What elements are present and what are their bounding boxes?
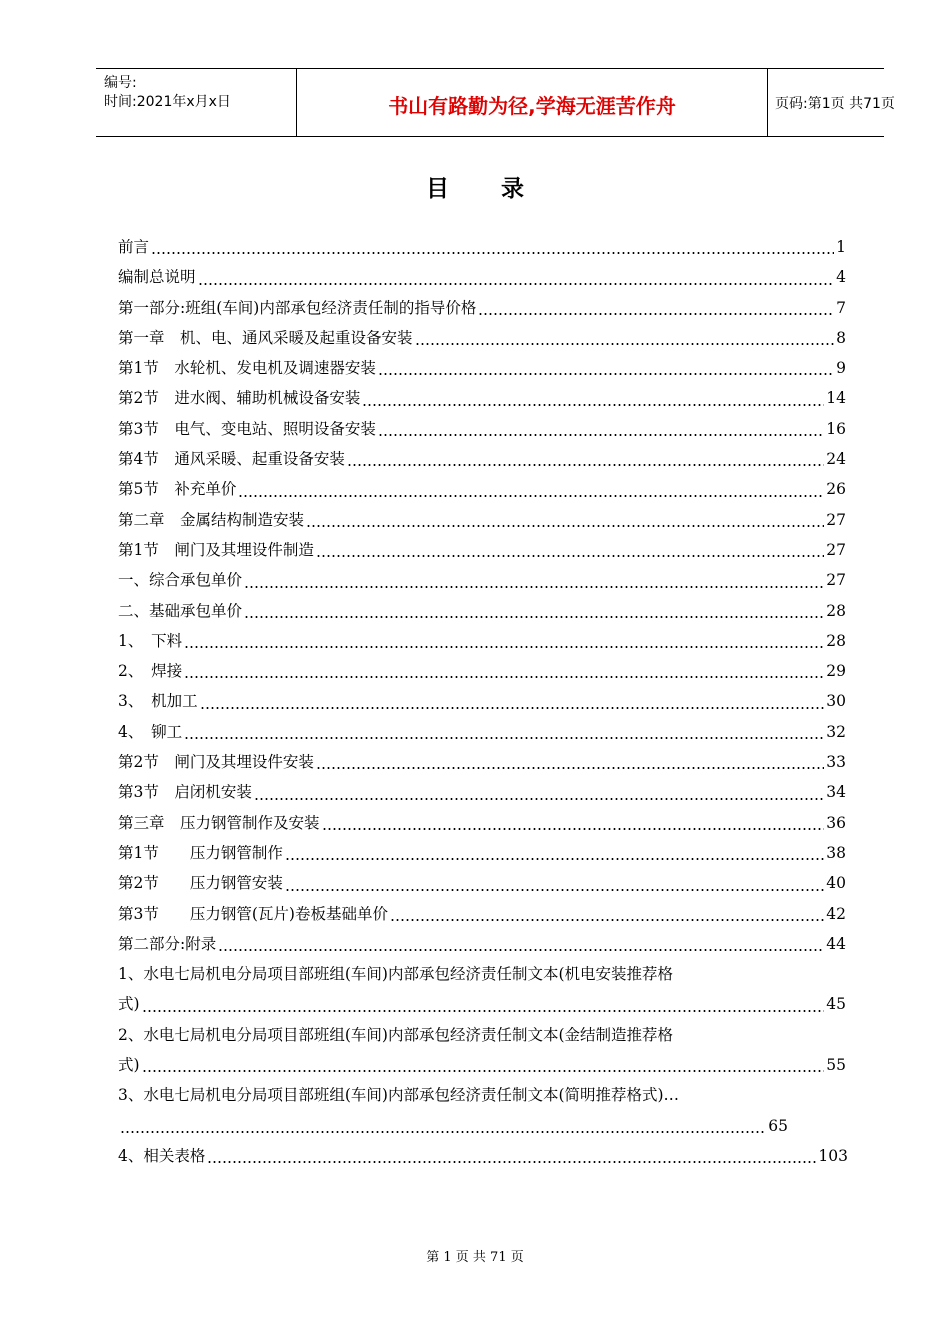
toc-entry-title: 式): [118, 1056, 140, 1075]
toc-entry-title: 2、 焊接: [118, 662, 183, 681]
toc-entry[interactable]: [118, 899, 858, 929]
toc-leader-dots: [200, 707, 825, 709]
toc-entry-title: 第3节 启闭机安装: [118, 783, 252, 802]
toc-entry[interactable]: [118, 262, 858, 292]
toc-entry-title: 第5节 补充单价: [118, 480, 237, 499]
toc-entry-title: 3、 机加工: [118, 692, 198, 711]
toc-leader-dots: [316, 767, 824, 769]
toc-entry[interactable]: [118, 474, 858, 504]
toc-entry-page: 34: [826, 783, 846, 802]
toc-entry[interactable]: [118, 1141, 858, 1171]
header-page-number: 页码:第1页 共71页: [775, 96, 895, 112]
toc-leader-dots: [151, 252, 834, 254]
toc-entry[interactable]: [118, 444, 858, 474]
toc-entry-page: 65: [768, 1116, 788, 1135]
toc-entry-page: 24: [826, 450, 846, 469]
toc-entry-page: 30: [826, 692, 846, 711]
toc-leader-dots: [378, 373, 834, 375]
toc-entry[interactable]: [118, 596, 858, 626]
toc-entry[interactable]: [118, 565, 858, 595]
document-time-label: 时间:2021年x月x日: [104, 94, 231, 110]
toc-leader-dots: [362, 404, 824, 406]
toc-leader-dots: [184, 646, 824, 648]
toc-entry-title: 第3节 压力钢管(瓦片)卷板基础单价: [118, 904, 388, 923]
page-footer: 第 1 页 共 71 页: [426, 1250, 524, 1265]
toc-leader-dots: [244, 616, 824, 618]
toc-entry-page: 28: [826, 601, 846, 620]
toc-entry-title: 4、相关表格: [118, 1146, 206, 1165]
toc-entry[interactable]: [118, 959, 858, 989]
toc-leader-dots: [390, 919, 824, 921]
toc-leader-dots: [184, 737, 824, 739]
toc-leader-dots: [306, 525, 824, 527]
toc-entry[interactable]: [118, 626, 858, 656]
toc-entry[interactable]: [118, 414, 858, 444]
toc-entry-page: 1: [836, 238, 846, 256]
page-header: [96, 68, 895, 137]
toc-leader-dots: [285, 858, 824, 860]
toc-entry-page: 26: [826, 480, 846, 499]
toc-leader-dots: [198, 283, 835, 285]
toc-entry-title: 第2节 进水阀、辅助机械设备安装: [118, 389, 361, 408]
toc-entry[interactable]: [118, 747, 858, 777]
toc-leader-dots: [347, 464, 824, 466]
toc-leader-dots: [478, 313, 834, 315]
toc-entry-page: 103: [818, 1146, 848, 1165]
toc-entry-page: 27: [826, 540, 846, 559]
toc-leader-dots: [254, 798, 824, 800]
toc-leader-dots: [316, 555, 824, 557]
toc-leader-dots: [415, 343, 835, 345]
toc-entry[interactable]: [118, 323, 858, 353]
toc-entry-title: 3、水电七局机电分局项目部班组(车间)内部承包经济责任制文本(简明推荐格式)…: [118, 1086, 680, 1105]
document-number-label: 编号:: [104, 75, 137, 91]
title-char-1: 目: [426, 176, 449, 202]
toc-leader-dots: [142, 1010, 825, 1012]
toc-entry-title: 第2节 闸门及其埋设件安装: [118, 753, 314, 772]
toc-entry-title: 第一部分:班组(车间)内部承包经济责任制的指导价格: [118, 298, 477, 317]
toc-entry[interactable]: [118, 535, 858, 565]
toc-entry[interactable]: [118, 777, 858, 807]
toc-entry-page: 27: [826, 571, 846, 590]
toc-entry-page: 16: [826, 419, 846, 438]
toc-leader-dots: [322, 828, 825, 830]
toc-entry-title: 4、 铆工: [118, 722, 183, 741]
toc-entry[interactable]: [118, 656, 858, 686]
toc-leader-dots: [184, 676, 824, 678]
toc-entry-title: 第二章 金属结构制造安装: [118, 510, 305, 529]
toc-entry-title: 第4节 通风采暖、起重设备安装: [118, 450, 345, 469]
toc-leader-dots: [378, 434, 824, 436]
toc-entry-title: 第一章 机、电、通风采暖及起重设备安装: [118, 328, 413, 347]
toc-entry[interactable]: [118, 383, 858, 413]
toc-entry-title: 第3节 电气、变电站、照明设备安装: [118, 419, 376, 438]
toc-entry-title: 编制总说明: [118, 268, 196, 287]
toc-entry[interactable]: [118, 1111, 858, 1141]
toc-entry-title: 前言: [118, 238, 150, 256]
toc-entry[interactable]: [118, 868, 858, 898]
toc-entry[interactable]: [118, 293, 858, 323]
table-of-contents: [118, 232, 858, 1171]
toc-leader-dots: [207, 1161, 816, 1163]
header-motto-cell: [296, 69, 768, 136]
toc-entry-page: 36: [826, 813, 846, 832]
toc-leader-dots: [218, 949, 824, 951]
toc-entry-title: 第1节 闸门及其埋设件制造: [118, 540, 314, 559]
toc-entry-page: 29: [826, 662, 846, 681]
toc-entry[interactable]: [118, 1050, 858, 1080]
toc-entry-title: 第二部分:附录: [118, 934, 217, 953]
toc-entry-title: 第1节 压力钢管制作: [118, 843, 283, 862]
toc-entry-page: 55: [826, 1056, 846, 1075]
toc-entry[interactable]: [118, 989, 858, 1019]
toc-entry-page: 40: [826, 874, 846, 893]
title-char-2: 录: [501, 176, 524, 202]
toc-entry[interactable]: [118, 929, 858, 959]
toc-leader-dots: [285, 889, 824, 891]
toc-leader-dots: [142, 1070, 825, 1072]
toc-leader-dots: [244, 586, 824, 588]
toc-entry[interactable]: [118, 505, 858, 535]
toc-entry-page: 9: [836, 359, 846, 378]
toc-entry-page: 28: [826, 631, 846, 650]
toc-entry-title: 2、水电七局机电分局项目部班组(车间)内部承包经济责任制文本(金结制造推荐格: [118, 1025, 674, 1044]
toc-entry[interactable]: [118, 808, 858, 838]
toc-entry-page: 42: [826, 904, 846, 923]
toc-entry-title: 式): [118, 995, 140, 1014]
header-meta: [96, 69, 296, 136]
toc-entry[interactable]: [118, 1020, 858, 1050]
toc-entry[interactable]: [118, 353, 858, 383]
toc-entry-page: 14: [826, 389, 846, 408]
toc-entry-page: 45: [826, 995, 846, 1014]
toc-entry-page: 38: [826, 843, 846, 862]
toc-entry-page: 8: [836, 328, 846, 347]
toc-entry-page: 32: [826, 722, 846, 741]
toc-entry[interactable]: [118, 686, 858, 716]
toc-entry-page: 33: [826, 753, 846, 772]
toc-entry-title: 二、基础承包单价: [118, 601, 243, 620]
toc-entry-page: 27: [826, 510, 846, 529]
toc-entry[interactable]: [118, 717, 858, 747]
toc-entry-title: 第三章 压力钢管制作及安装: [118, 813, 320, 832]
page-title: [0, 170, 950, 203]
header-motto: 书山有路勤为径,学海无涯苦作舟: [388, 94, 676, 118]
header-page-cell: [767, 69, 895, 136]
toc-entry-page: 7: [836, 298, 846, 317]
toc-leader-dots: [120, 1131, 766, 1133]
toc-entry-title: 第2节 压力钢管安装: [118, 874, 283, 893]
toc-entry[interactable]: [118, 838, 858, 868]
toc-entry-page: 4: [836, 268, 846, 287]
toc-entry[interactable]: [118, 232, 858, 262]
toc-entry-title: 1、水电七局机电分局项目部班组(车间)内部承包经济责任制文本(机电安装推荐格: [118, 965, 674, 984]
toc-entry-title: 一、综合承包单价: [118, 571, 243, 590]
toc-entry-title: 1、 下料: [118, 631, 183, 650]
toc-leader-dots: [238, 495, 824, 497]
toc-entry-title: 第1节 水轮机、发电机及调速器安装: [118, 359, 376, 378]
toc-entry[interactable]: [118, 1080, 858, 1110]
toc-entry-page: 44: [826, 934, 846, 953]
